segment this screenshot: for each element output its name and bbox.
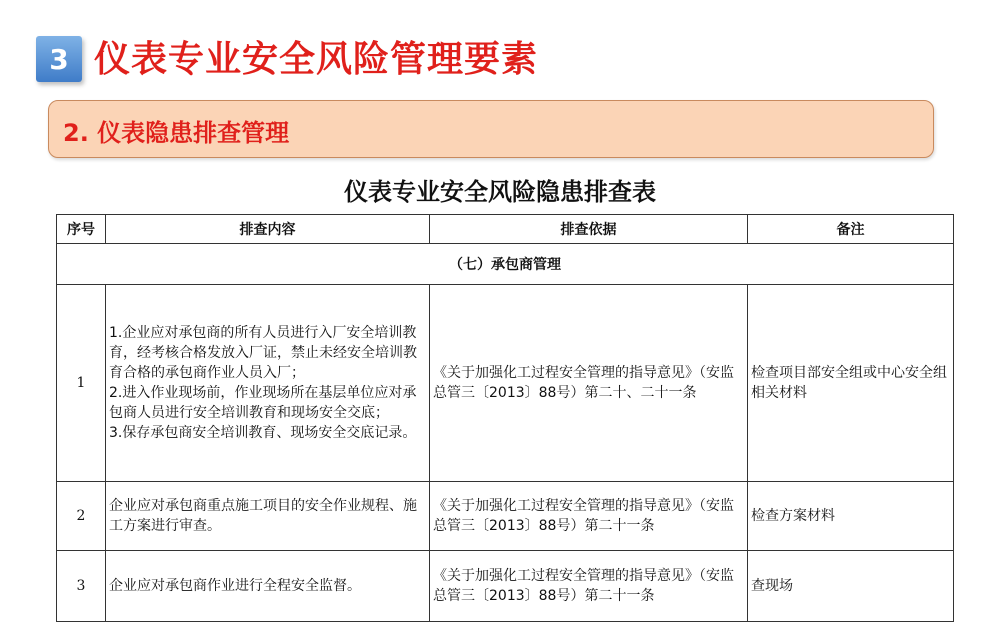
table-title: 仪表专业安全风险隐患排查表 xyxy=(344,178,656,206)
row-basis: 《关于加强化工过程安全管理的指导意见》（安监总管三〔2013〕88号）第二十、二十一条 xyxy=(430,285,748,482)
header-note: 备注 xyxy=(748,215,954,244)
row-basis: 《关于加强化工过程安全管理的指导意见》（安监总管三〔2013〕88号）第二十一条 xyxy=(430,482,748,551)
content-line: 企业应对承包商重点施工项目的安全作业规程、施工方案进行审查。 xyxy=(109,498,417,534)
content-line: 3.保存承包商安全培训教育、现场安全交底记录。 xyxy=(109,425,417,441)
content-line: 1.企业应对承包商的所有人员进行入厂安全培训教育，经考核合格发放入厂证，禁止未经安全培训教育合格的承包商作业人员入厂； xyxy=(109,325,417,381)
row-content xyxy=(106,482,430,551)
header-number: 序号 xyxy=(57,215,106,244)
section-number-badge xyxy=(36,36,82,82)
inspection-table xyxy=(56,214,954,622)
row-note: 查现场 xyxy=(748,551,954,622)
slide-title: 仪表专业安全风险管理要素 xyxy=(94,39,539,80)
row-note: 检查方案材料 xyxy=(748,482,954,551)
table-header-row xyxy=(57,215,954,244)
table-section-row xyxy=(57,244,954,285)
section-banner-label: 2. 仪表隐患排查管理 xyxy=(63,119,290,147)
section-label: （七）承包商管理 xyxy=(57,244,954,285)
table-row xyxy=(57,551,954,622)
row-number: 2 xyxy=(57,482,106,551)
section-number: 3 xyxy=(49,42,69,76)
section-banner xyxy=(48,100,934,158)
table-row xyxy=(57,285,954,482)
row-note: 检查项目部安全组或中心安全组相关材料 xyxy=(748,285,954,482)
content-line: 企业应对承包商作业进行全程安全监督。 xyxy=(109,578,361,594)
content-line: 2.进入作业现场前，作业现场所在基层单位应对承包商人员进行安全培训教育和现场安全交底； xyxy=(109,385,417,421)
row-number: 3 xyxy=(57,551,106,622)
row-content xyxy=(106,551,430,622)
row-content xyxy=(106,285,430,482)
header-content: 排查内容 xyxy=(106,215,430,244)
row-basis: 《关于加强化工过程安全管理的指导意见》（安监总管三〔2013〕88号）第二十一条 xyxy=(430,551,748,622)
table-row xyxy=(57,482,954,551)
header-basis: 排查依据 xyxy=(430,215,748,244)
row-number: 1 xyxy=(57,285,106,482)
